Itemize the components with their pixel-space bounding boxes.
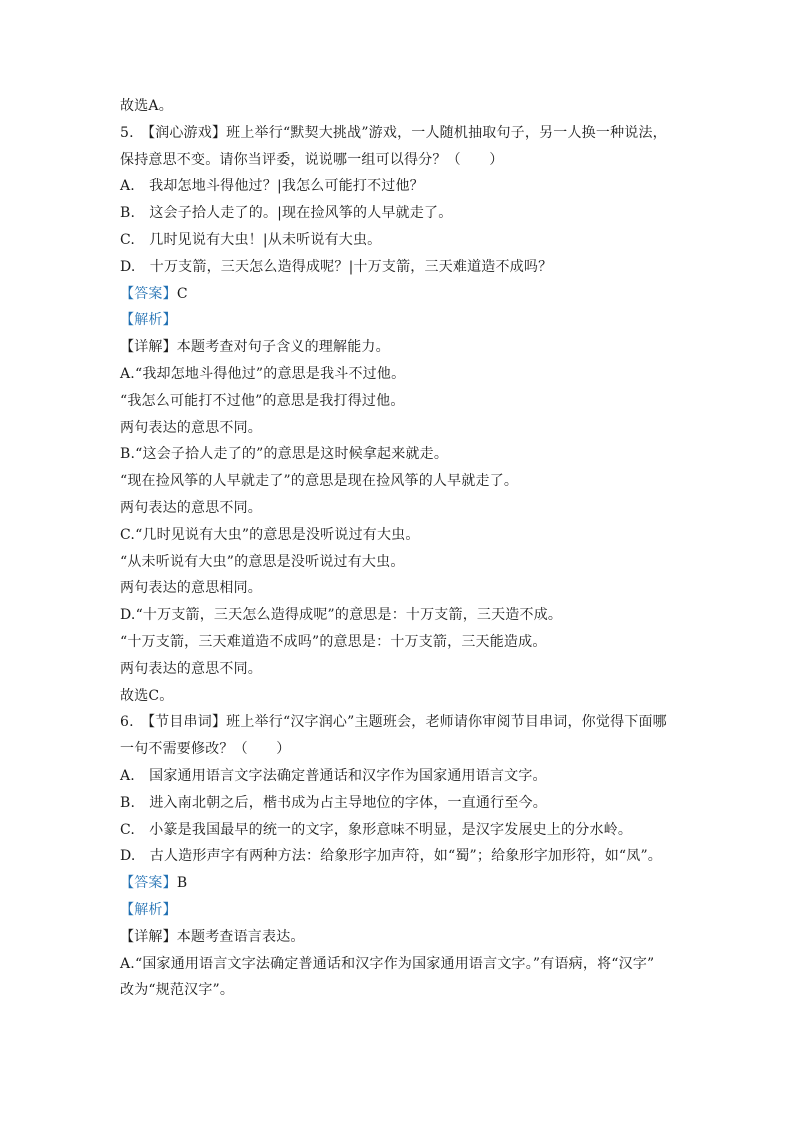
text-line: “现在捡风筝的人早就走了”的意思是现在捡风筝的人早就走了。	[120, 473, 519, 490]
text-line: “从未听说有大虫”的意思是没听说过有大虫。	[120, 553, 405, 570]
text-line: A.“我却怎地斗得他过”的意思是我斗不过他。	[120, 365, 406, 382]
section-tag: 【答案】	[120, 285, 177, 302]
text-line: 【详解】本题考查对句子含义的理解能力。	[120, 339, 390, 356]
text-line: 故选C。	[120, 687, 174, 704]
text-line: D. 古人造形声字有两种方法：给象形字加声符，如“蜀”；给象形字加形符，如“凤”。	[120, 848, 663, 865]
text-line: A. 国家通用语言文字法确定普通话和汉字作为国家通用语言文字。	[120, 767, 547, 784]
text-line: C. 小篆是我国最早的统一的文字，象形意味不明显，是汉字发展史上的分水岭。	[120, 821, 633, 838]
text-line: B.“这会子拾人走了的”的意思是这时候拿起来就走。	[120, 446, 449, 463]
text-line: D.“十万支箭，三天怎么造得成呢”的意思是：十万支箭，三天造不成。	[120, 607, 563, 624]
text-line: C.“几时见说有大虫”的意思是没听说过有大虫。	[120, 526, 420, 543]
document-body	[120, 93, 680, 1004]
section-tag: 【解析】	[120, 901, 177, 918]
answer-section-line	[120, 897, 680, 924]
text-line: 【详解】本题考查语言表达。	[120, 928, 305, 945]
answer-section-line	[120, 307, 680, 334]
section-tag: 【解析】	[120, 312, 177, 329]
text-line: A.“国家通用语言文字法确定普通话和汉字作为国家通用语言文字。”有语病，将“汉字”	[120, 955, 655, 972]
text-line: C. 几时见说有大虫！|从未听说有大虫。	[120, 231, 382, 248]
section-value: B	[176, 875, 188, 892]
text-line: 保持意思不变。请你当评委，说说哪一组可以得分？（ ）	[120, 151, 504, 168]
text-line: 两句表达的意思不同。	[120, 419, 262, 436]
text-line: 两句表达的意思相同。	[120, 580, 262, 597]
text-line: 一句不需要修改？（ ）	[120, 741, 291, 758]
text-line: “十万支箭，三天难道造不成吗”的意思是：十万支箭，三天能造成。	[120, 633, 547, 650]
text-line: B. 进入南北朝之后，楷书成为占主导地位的字体，一直通行至今。	[120, 794, 547, 811]
answer-section-line	[120, 281, 680, 308]
text-line: 两句表达的意思不同。	[120, 660, 262, 677]
text-line: 两句表达的意思不同。	[120, 499, 262, 516]
section-tag: 【答案】	[120, 875, 177, 892]
text-line: D. 十万支箭，三天怎么造得成呢？|十万支箭，三天难道造不成吗？	[120, 258, 553, 275]
text-line: 6. 【节目串词】班上举行“汉字润心”主题班会，老师请你审阅节目串词，你觉得下面哪	[120, 714, 667, 731]
text-line: 改为“规范汉字”。	[120, 982, 235, 999]
text-line: 故选A。	[120, 98, 173, 114]
section-value: C	[176, 285, 188, 302]
answer-section-line	[120, 870, 680, 897]
text-line: B. 这会子拾人走了的。|现在捡风筝的人早就走了。	[120, 205, 453, 222]
text-line: 5. 【润心游戏】班上举行“默契大挑战”游戏，一人随机抽取句子，另一人换一种说法，	[120, 124, 667, 141]
text-line: A. 我却怎地斗得他过？|我怎么可能打不过他？	[120, 178, 424, 195]
text-line: “我怎么可能打不过他”的意思是我打得过他。	[120, 392, 405, 409]
